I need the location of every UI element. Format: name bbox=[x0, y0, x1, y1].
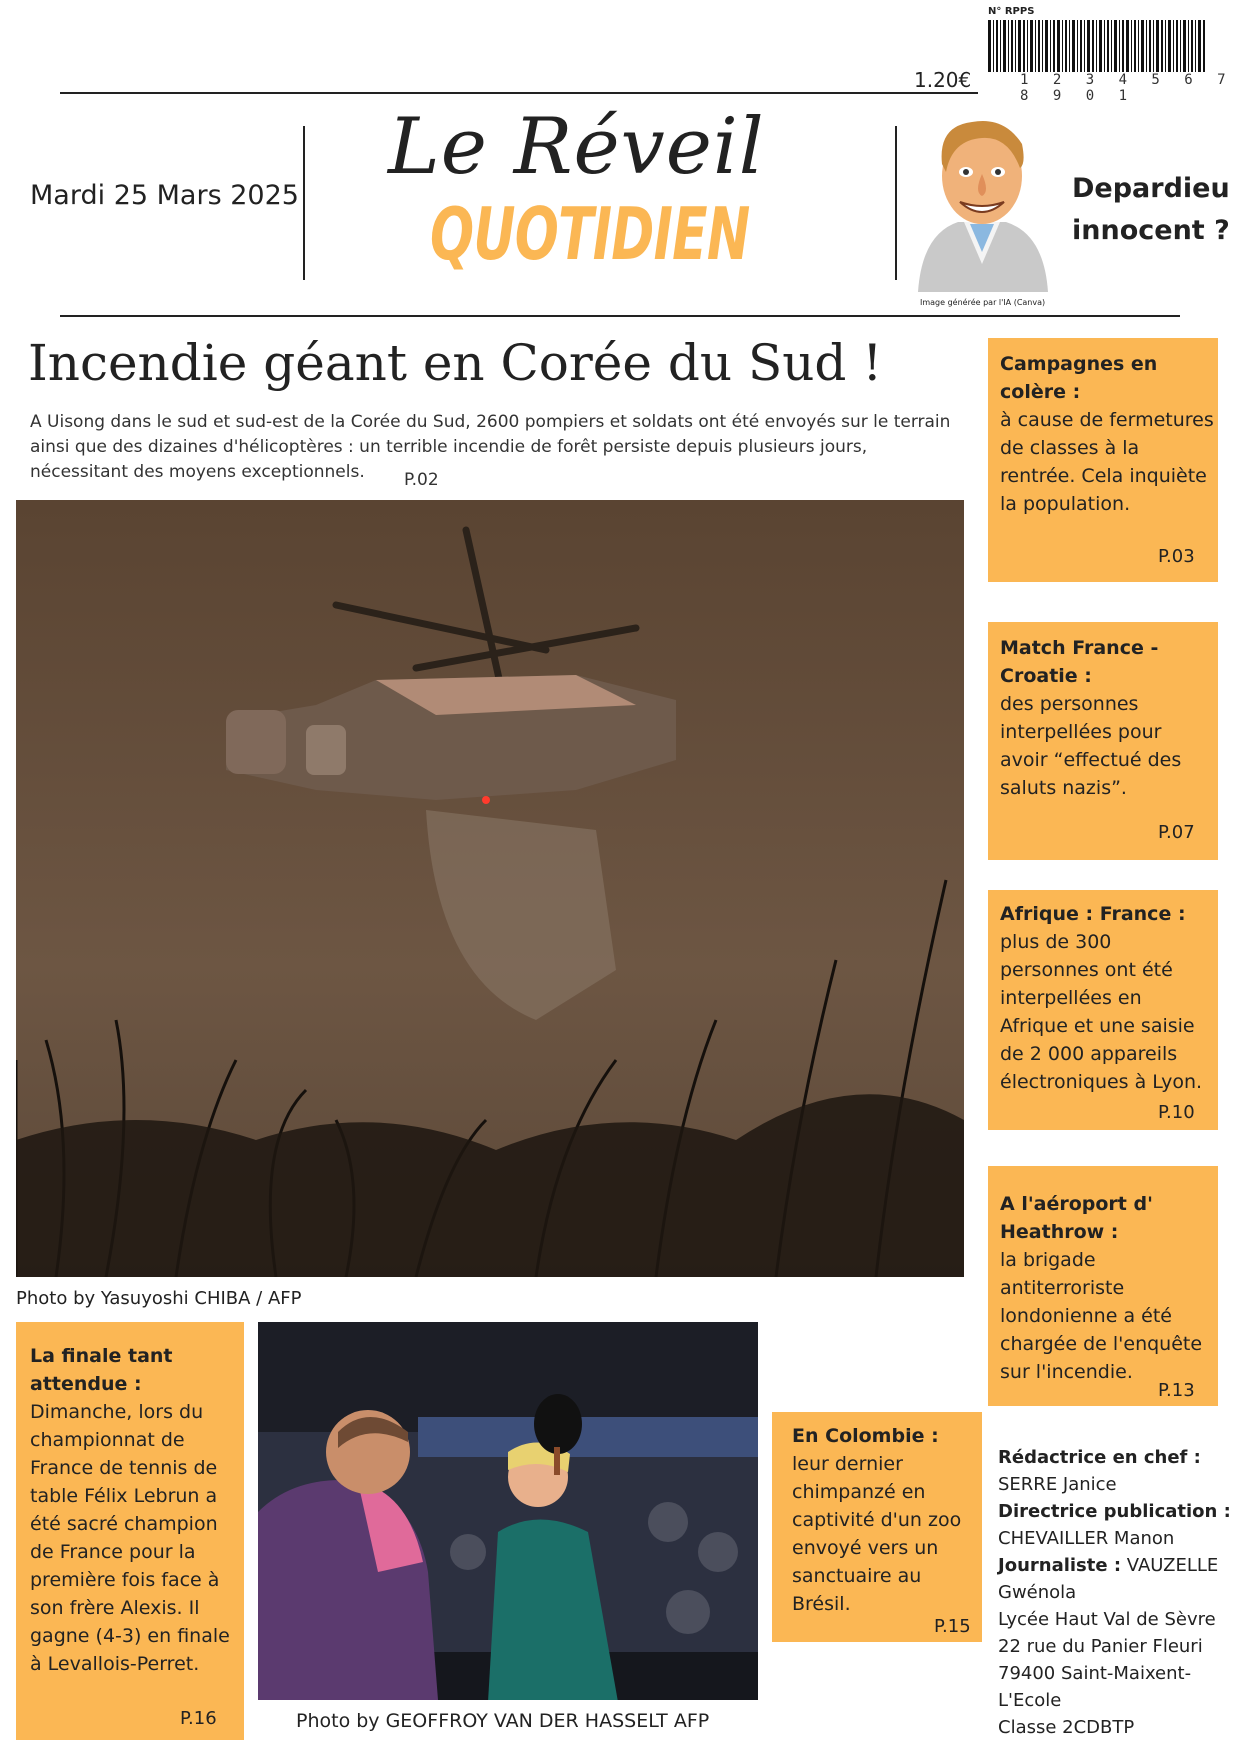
box-heathrow-text: la brigade antiterroriste londonienne a été chargée de l'enquête sur l'incendie. bbox=[1000, 1249, 1203, 1383]
table-tennis-photo bbox=[258, 1322, 758, 1700]
box-campagnes-title: Campagnes en colère : bbox=[1000, 353, 1158, 403]
header-divider-left bbox=[303, 126, 305, 280]
issue-date: Mardi 25 Mars 2025 bbox=[30, 180, 299, 211]
main-lead: A Uisong dans le sud et sud-est de la Corée du Sud, 2600 pompiers et soldats ont été envoyés sur le terrain ainsi que des dizaines d'hélicoptères : un terrible incendie de forêt persiste depuis plusieurs jours, nécessitant des moyens exceptionnels. bbox=[30, 412, 951, 482]
box-campagnes[interactable] bbox=[988, 338, 1218, 582]
portrait-credit: Image générée par l'IA (Canva) bbox=[920, 298, 1046, 307]
journalist-name: VAUZELLE Gwénola bbox=[998, 1555, 1219, 1603]
box-heathrow[interactable] bbox=[988, 1166, 1218, 1406]
school-name: Lycée Haut Val de Sèvre bbox=[998, 1609, 1216, 1630]
director-name: CHEVAILLER Manon bbox=[998, 1528, 1175, 1549]
rpps-label: N° RPPS bbox=[988, 6, 1035, 17]
barcode-number: 1 2 3 4 5 6 7 8 9 0 1 bbox=[1020, 72, 1234, 104]
journalist-label: Journaliste : bbox=[998, 1555, 1122, 1576]
box-match[interactable] bbox=[988, 622, 1218, 860]
box-colombie-text: leur dernier chimpanzé en captivité d'un zoo envoyé vers un sanctuaire au Brésil. bbox=[792, 1453, 962, 1615]
box-heathrow-title: A l'aéroport d' Heathrow : bbox=[1000, 1193, 1153, 1243]
header-top-rule bbox=[60, 92, 978, 94]
helicopter-fire-photo bbox=[16, 500, 964, 1277]
box-afrique[interactable] bbox=[988, 890, 1218, 1130]
box-colombie-title: En Colombie : bbox=[792, 1425, 939, 1447]
director-label: Directrice publication : bbox=[998, 1501, 1231, 1522]
masthead-script: Le Réveil bbox=[388, 102, 765, 192]
depardieu-caricature bbox=[908, 114, 1056, 292]
box-afrique-title: Afrique : France : bbox=[1000, 903, 1186, 925]
editor-name: SERRE Janice bbox=[998, 1474, 1117, 1495]
box-campagnes-page: P.03 bbox=[1158, 546, 1195, 567]
tt-photo-caption: Photo by GEOFFROY VAN DER HASSELT AFP bbox=[296, 1710, 710, 1732]
school-city: 79400 Saint-Maixent-L'Ecole bbox=[998, 1663, 1192, 1711]
box-afrique-text: plus de 300 personnes ont été interpellées en Afrique et une saisie de 2 000 appareils électroniques à Lyon. bbox=[1000, 931, 1203, 1093]
box-heathrow-page: P.13 bbox=[1158, 1380, 1195, 1401]
header-divider-right bbox=[895, 126, 897, 280]
editor-label: Rédactrice en chef : bbox=[998, 1447, 1201, 1468]
box-match-text: des personnes interpellées pour avoir “effectué des saluts nazis”. bbox=[1000, 693, 1182, 799]
staff-credits bbox=[998, 1444, 1238, 1741]
school-class: Classe 2CDBTP bbox=[998, 1717, 1135, 1738]
box-finale-title: La finale tant attendue : bbox=[30, 1345, 173, 1395]
price: 1.20€ bbox=[914, 68, 972, 92]
school-street: 22 rue du Panier Fleuri bbox=[998, 1636, 1203, 1657]
teaser-depardieu[interactable]: Depardieu innocent ? bbox=[1072, 173, 1230, 246]
box-match-page: P.07 bbox=[1158, 822, 1195, 843]
box-afrique-page: P.10 bbox=[1158, 1102, 1195, 1123]
box-finale-page: P.16 bbox=[180, 1708, 217, 1729]
main-photo-caption: Photo by Yasuyoshi CHIBA / AFP bbox=[16, 1288, 302, 1309]
box-colombie[interactable] bbox=[772, 1412, 982, 1642]
box-campagnes-text: à cause de fermetures de classes à la rentrée. Cela inquiète la population. bbox=[1000, 409, 1214, 515]
main-headline[interactable]: Incendie géant en Corée du Sud ! bbox=[28, 334, 883, 392]
box-colombie-page: P.15 bbox=[934, 1616, 971, 1637]
box-finale[interactable] bbox=[16, 1322, 244, 1740]
header-bottom-rule bbox=[60, 315, 1180, 317]
masthead-bold: QUOTIDIEN bbox=[430, 192, 750, 276]
box-finale-text: Dimanche, lors du championnat de France de tennis de table Félix Lebrun a été sacré champion de France pour la première fois face à son frère Alexis. Il gagne (4-3) en finale à Levallois-Perret. bbox=[30, 1401, 230, 1675]
barcode bbox=[988, 20, 1206, 72]
box-match-title: Match France - Croatie : bbox=[1000, 637, 1159, 687]
main-page-ref: P.02 bbox=[404, 470, 439, 490]
